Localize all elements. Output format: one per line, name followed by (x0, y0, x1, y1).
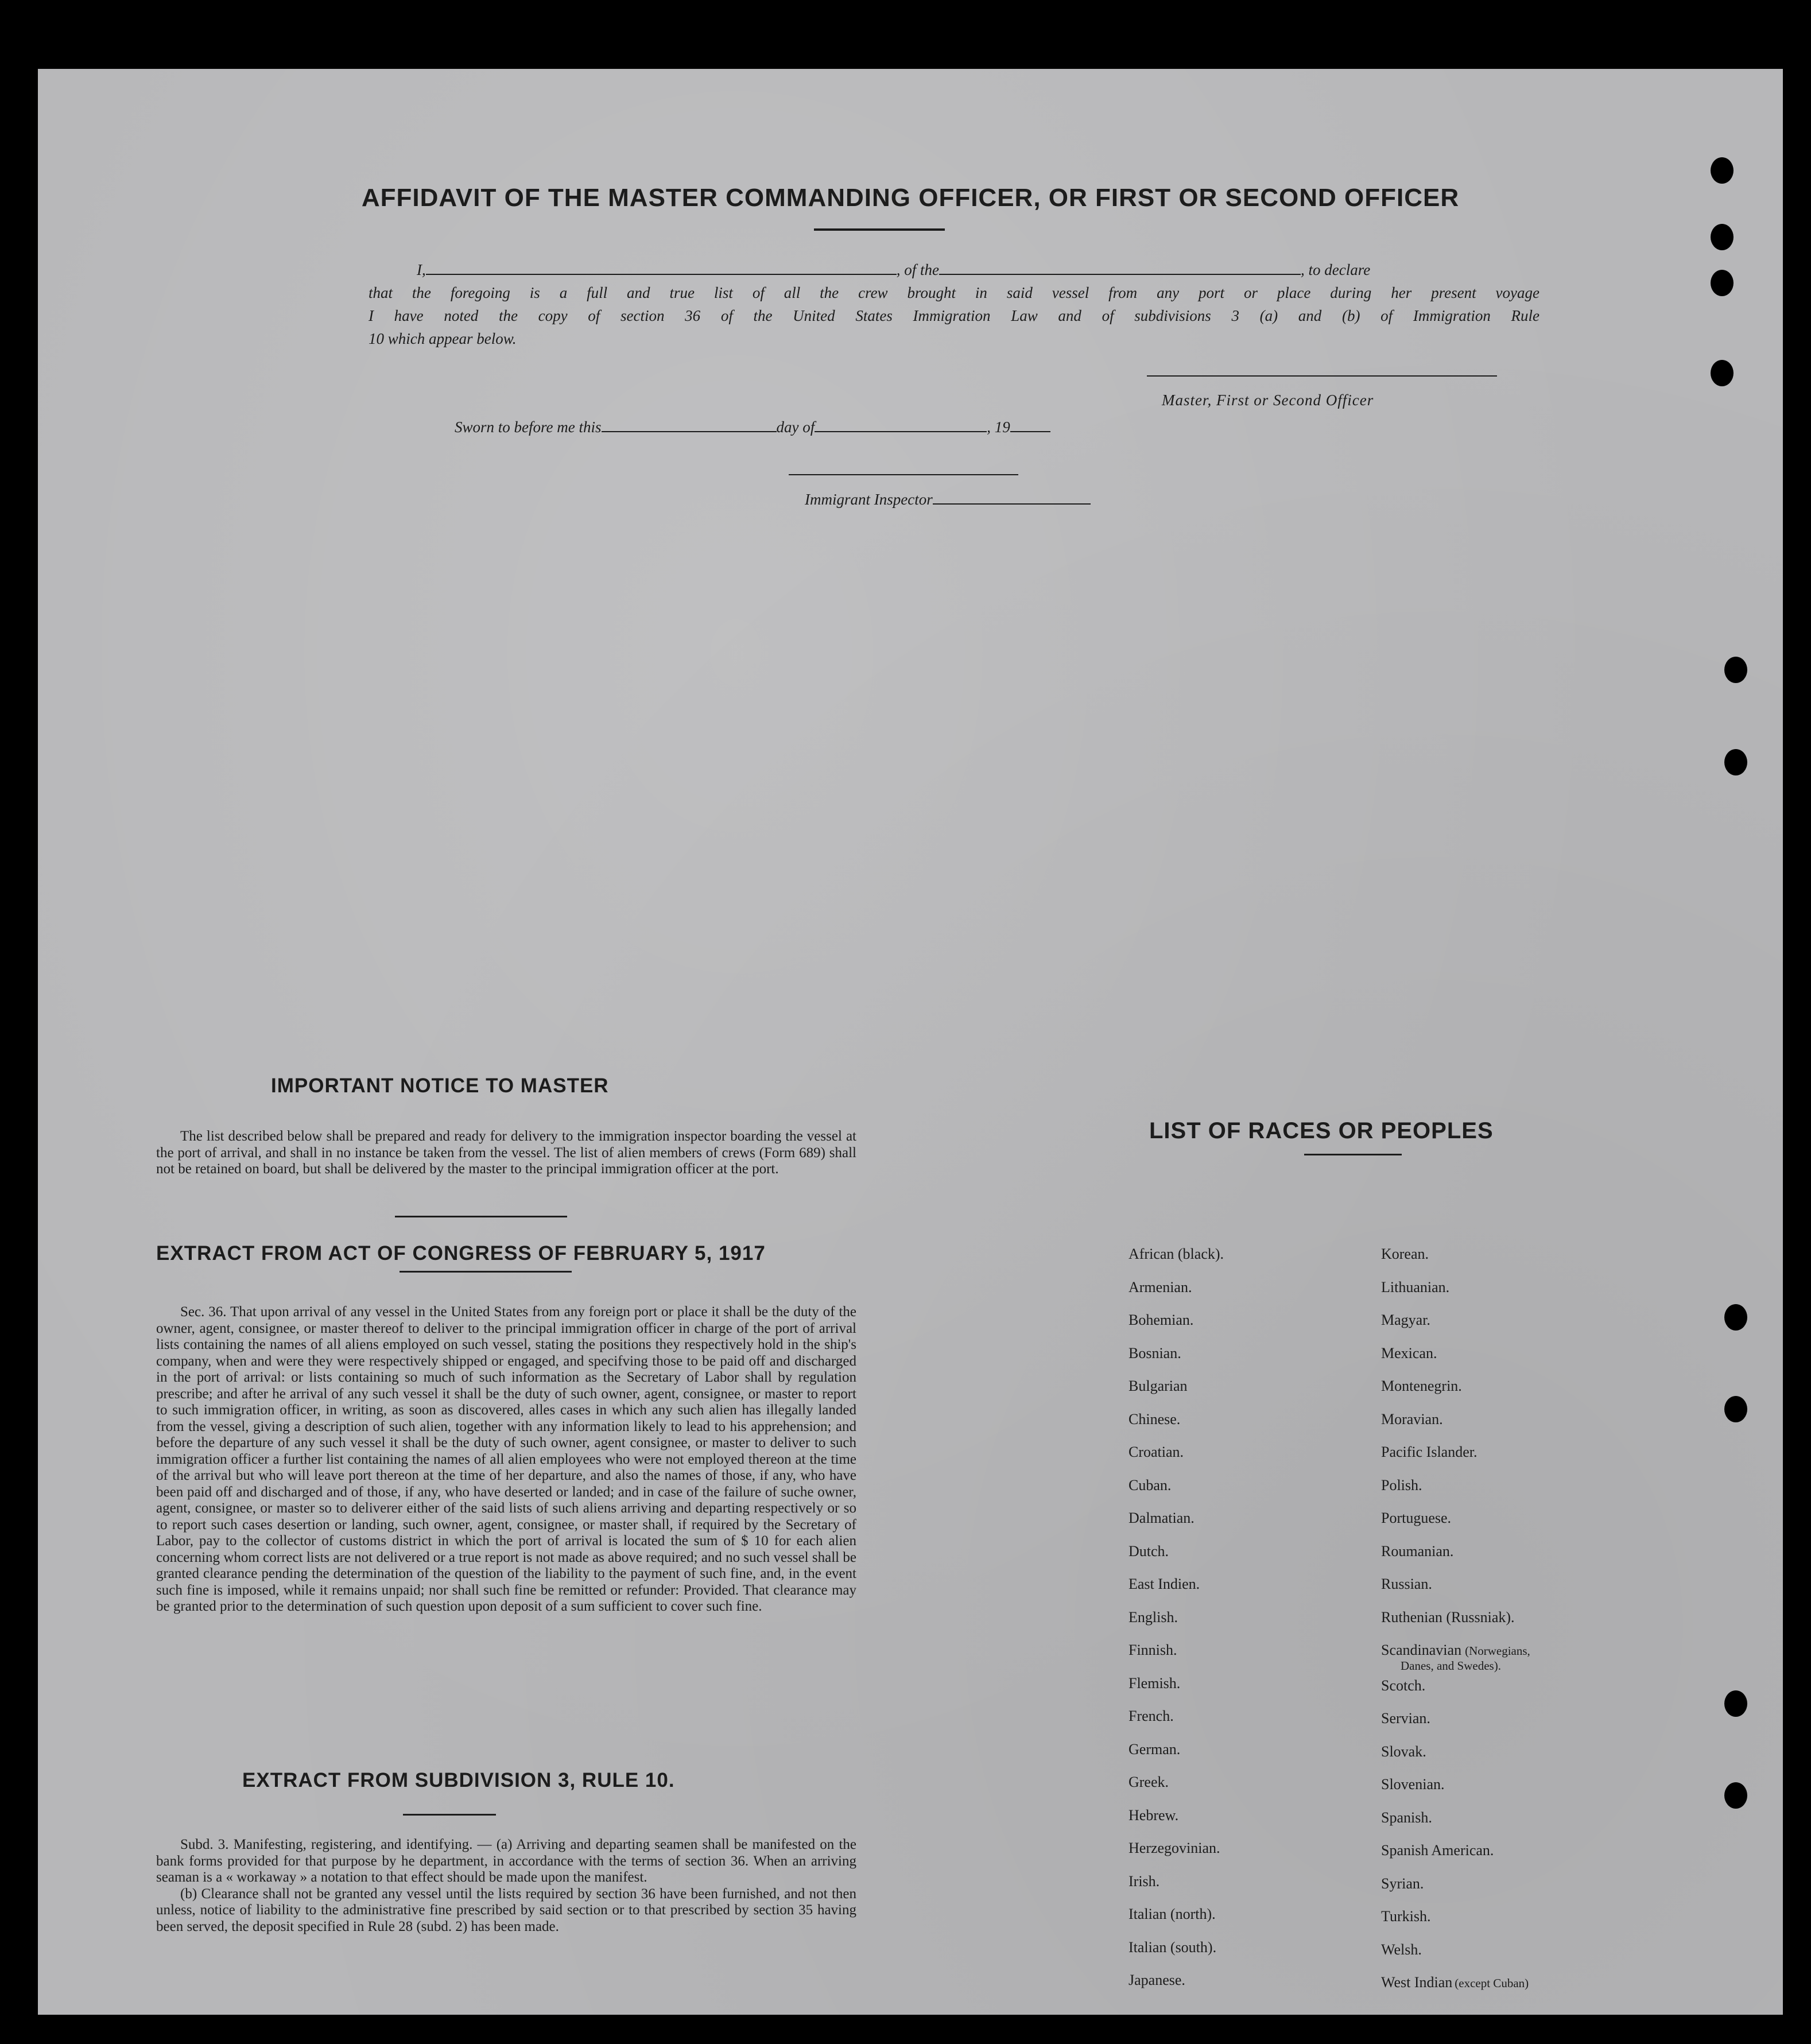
race-item: Dalmatian. (1129, 1510, 1195, 1526)
race-item: Herzegovinian. (1129, 1840, 1220, 1856)
race-item (1381, 1444, 1478, 1461)
punch-hole (1724, 1690, 1747, 1717)
race-item: Bosnian. (1129, 1344, 1181, 1362)
race-item (1381, 1378, 1462, 1395)
race-item (1381, 1576, 1432, 1593)
races-heading: LIST OF RACES OR PEOPLES (1149, 1118, 1494, 1143)
i-label: I, (417, 261, 426, 278)
races-divider (1304, 1154, 1402, 1155)
race-label: Mexican. (1381, 1344, 1437, 1362)
race-label: Syrian. (1381, 1875, 1424, 1892)
sworn-label: Sworn to before me this (455, 418, 602, 436)
race-item: Armenian. (1129, 1278, 1192, 1296)
race-item: African (black). (1129, 1246, 1224, 1262)
race-item: Dutch. (1129, 1542, 1169, 1560)
race-label: Montenegrin. (1381, 1378, 1462, 1394)
race-item (1381, 1908, 1430, 1925)
race-label: West Indian (1381, 1974, 1453, 1991)
affidavit-title: AFFIDAVIT OF THE MASTER COMMANDING OFFICER, OR FIRST OR SECOND OFFICER (361, 184, 1460, 212)
punch-hole (1711, 157, 1734, 184)
affidavit-line-4: 10 which appear below. (369, 330, 517, 347)
race-item (1381, 1411, 1443, 1428)
race-label: Polish. (1381, 1476, 1422, 1494)
race-item: Chinese. (1129, 1410, 1181, 1428)
race-label: Russian. (1381, 1576, 1432, 1592)
race-label: Lithuanian. (1381, 1278, 1450, 1296)
act-heading: EXTRACT FROM ACT OF CONGRESS OF FEBRUARY 5, 1917 (156, 1242, 766, 1265)
sworn-year-blank[interactable] (1010, 431, 1050, 432)
race-item: French. (1129, 1708, 1174, 1724)
race-label: Servian. (1381, 1710, 1430, 1727)
race-item (1381, 1543, 1453, 1560)
race-note: Danes, and Swedes). (1401, 1659, 1501, 1673)
punch-hole (1724, 657, 1747, 683)
race-label: Portuguese. (1381, 1510, 1452, 1526)
race-item: Irish. (1129, 1872, 1160, 1890)
race-item (1381, 1477, 1422, 1494)
act-text: Sec. 36. That upon arrival of any vessel in the United States from any foreign port or place it shall be the duty of the owner, agent, consignee, or master thereof to deliver to the principal immigration officer in charge of the port of arrival lists containing the names of all aliens employed on such vessel, stating the positions they respectively hold in the ship's company, when and were they were respectively shipped or engaged, and specifving those to be paid off and discharged in the port of arrival: or lists containing so much of such information as the Secretary of Labor shall by regulation prescribe; and after he arrival of any such vessel it shall be the duty of such owner, agent, consignee, or master to report to such immigration officer, in writing, as soon as discovered, alles cases in which any such alien has illegally landed from the vessel, giving a description of such alien, together with any information likely to lead to his apprehension; and before the departure of any such vessel it shall be the duty of such owner, agent consignee, or master to deliver to such immigration officer a further list containing the names of all alien employees who were not employed thereon at the time of the arrival but who will leave port thereon at the time of her departure, and also the names of those, if any, who have been paid off and discharged and of those, if any, who have deserted or landed; and in case of the failure of suche owner, agent, consignee, or master so to deliverer either of the said lists of such aliens arriving and departing respectively or so to report such cases desertion or landing, such owner, agent, consignee, or master shall, if required by the Secretary of Labor, pay to the collector of customs district in which the port of arrival is located the sum of $ 10 for each alien concerning whom correct lists are not delivered or a true report is not made as above required; and no such vessel shall be granted clearance pending the determination of the question of the liability to the payment of such fine, and, in the event such fine is imposed, while it remains unpaid; nor shall such fine be remitted or refunder: Provided. That clearance may be granted prior to the determination of such question upon deposit of a sum sufficient to cover such fine. (156, 1304, 856, 1614)
inspector-label: Immigrant Inspector (805, 491, 933, 508)
race-item (1381, 1710, 1430, 1727)
race-item (1381, 1312, 1430, 1329)
rule-heading: EXTRACT FROM SUBDIVISION 3, RULE 10. (242, 1769, 675, 1791)
race-item (1381, 1743, 1426, 1760)
punch-hole (1711, 360, 1734, 386)
punch-hole (1724, 1782, 1747, 1809)
race-note: (except Cuban) (1455, 1976, 1529, 1990)
vessel-blank[interactable] (939, 274, 1301, 275)
race-item: Cuban. (1129, 1476, 1172, 1494)
race-label: Welsh. (1381, 1941, 1422, 1958)
race-label: Spanish. (1381, 1809, 1432, 1826)
race-label: Moravian. (1381, 1410, 1443, 1428)
inspector-line (805, 488, 1207, 511)
race-item: Hebrew. (1129, 1806, 1179, 1824)
race-item (1381, 1776, 1445, 1793)
race-label: Turkish. (1381, 1908, 1431, 1925)
punch-hole (1711, 270, 1734, 296)
race-label: Pacific Islander. (1381, 1444, 1478, 1460)
race-item: Croatian. (1129, 1444, 1184, 1460)
race-item: English. (1129, 1608, 1178, 1626)
race-label: Magyar. (1381, 1312, 1430, 1328)
to-declare-label: , to declare (1301, 261, 1371, 278)
race-label: Scotch. (1381, 1677, 1426, 1694)
rule-para-a: Subd. 3. Manifesting, registering, and identifying. — (a) Arriving and departing seamen shall be manifested on the bank forms provided for that purpose by he department, in accordance with the terms of section 36. When an arriving seaman is a « workaway » a notation to that effect should be made upon the manifest. (156, 1837, 856, 1885)
inspector-blank[interactable] (933, 503, 1091, 505)
race-item (1381, 1510, 1451, 1527)
race-note: (Norwegians, (1465, 1644, 1530, 1658)
race-label: Korean. (1381, 1246, 1429, 1262)
rule-text (156, 1837, 856, 1935)
race-item: East Indien. (1129, 1576, 1200, 1592)
race-item: Italian (north). (1129, 1906, 1216, 1922)
race-item: Italian (south). (1129, 1938, 1217, 1956)
race-item: Flemish. (1129, 1674, 1181, 1692)
race-label: Roumanian. (1381, 1542, 1454, 1560)
form-sheet (38, 69, 1783, 2015)
race-item: Bulgarian (1129, 1378, 1188, 1394)
sworn-day-blank[interactable] (602, 431, 777, 432)
of-the-label: , of the (896, 261, 939, 278)
notice-divider (395, 1216, 567, 1217)
inspector-signature-line[interactable] (789, 474, 1018, 475)
race-item: Japanese. (1129, 1972, 1185, 1988)
race-label: Scandinavian (1381, 1642, 1462, 1658)
race-item (1381, 1677, 1425, 1694)
race-item: Finnish. (1129, 1642, 1177, 1658)
year-label: , 19 (987, 418, 1010, 436)
race-item (1381, 1941, 1422, 1958)
punch-hole (1724, 1396, 1747, 1422)
race-item (1381, 1875, 1424, 1892)
act-divider (400, 1271, 572, 1273)
race-item: Bohemian. (1129, 1312, 1194, 1328)
title-underline (814, 228, 945, 231)
race-label: Slovenian. (1381, 1776, 1445, 1793)
race-label: Spanish American. (1381, 1842, 1494, 1859)
day-of-label: day of (776, 418, 815, 436)
race-item: German. (1129, 1740, 1181, 1758)
race-label: Slovak. (1381, 1743, 1426, 1760)
race-label: Ruthenian (Russniak). (1381, 1608, 1515, 1626)
race-item (1381, 1246, 1429, 1263)
race-item (1381, 1974, 1529, 1991)
sworn-line (455, 416, 1201, 439)
race-item (1381, 1842, 1494, 1859)
name-blank[interactable] (426, 274, 897, 275)
signature-label: Master, First or Second Officer (1162, 391, 1374, 409)
punch-hole (1711, 224, 1734, 250)
signature-line[interactable] (1147, 375, 1497, 377)
punch-hole (1724, 1304, 1747, 1331)
sworn-month-blank[interactable] (815, 431, 987, 432)
race-item (1381, 1345, 1437, 1362)
race-item: Greek. (1129, 1774, 1169, 1790)
race-item (1381, 1642, 1530, 1673)
rule-divider (403, 1814, 496, 1816)
affidavit-line-3: I have noted the copy of section 36 of the United States Immigration Law and of subdivisions 3 (a) and (b) of Immigration Rule (369, 307, 1539, 324)
affidavit-line-1 (417, 258, 1507, 281)
notice-heading: IMPORTANT NOTICE TO MASTER (271, 1075, 609, 1097)
race-item (1381, 1609, 1515, 1626)
punch-hole (1724, 749, 1747, 775)
rule-para-b: (b) Clearance shall not be granted any vessel until the lists required by section 36 have been furnished, and not then unless, notice of liability to the administrative fine prescribed by said section or to that prescribed by section 35 having been served, the deposit specified in Rule 28 (subd. 2) has been made. (156, 1886, 856, 1934)
race-item (1381, 1809, 1432, 1826)
race-item (1381, 1279, 1449, 1296)
affidavit-line-2: that the foregoing is a full and true list of all the crew brought in said vessel from any port or place during her present voyage (369, 284, 1539, 301)
notice-text: The list described below shall be prepared and ready for delivery to the immigration inspector boarding the vessel at the port of arrival, and shall in no instance be taken from the vessel. The list of alien members of crews (Form 689) shall not be retained on board, but shall be delivered by the master to the principal immigration officer at the port. (156, 1128, 856, 1177)
